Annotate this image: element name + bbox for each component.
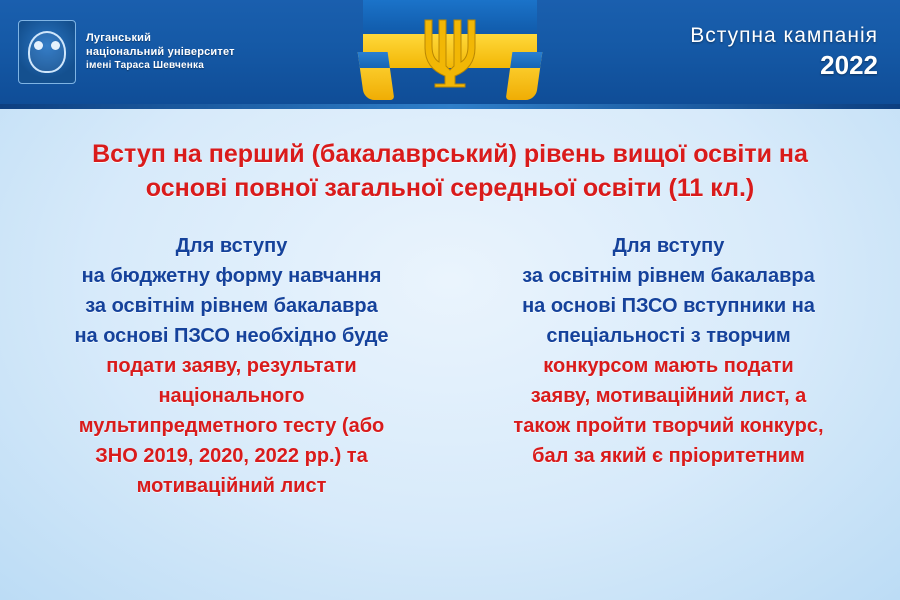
text-line: також пройти творчий конкурс, [513,415,824,437]
text-line: конкурсом мають подати [543,355,794,377]
budget-column [22,231,441,501]
text-line: за освітнім рівнем бакалавра [522,265,815,287]
university-logo-block [18,20,235,84]
university-name-line-3: імені Тараса Шевченка [86,60,204,71]
text-line: спеціальності з творчим [546,325,791,347]
text-line: національного [158,385,305,407]
slide-header [0,0,900,104]
university-name-line-2: національний університет [86,46,235,58]
text-line: Для вступу [175,235,288,257]
creative-contest-column [459,231,878,501]
slide-title: Вступ на перший (бакалаврський) рівень вищої освіти на основі повної загальної середньої освіти (11 кл.) [92,140,808,202]
text-line: Для вступу [612,235,725,257]
text-line: ЗНО 2019, 2020, 2022 рр.) та [95,445,368,467]
text-line: мультипредметного тесту (або [78,415,385,437]
owl-emblem-icon [18,20,76,84]
text-line: на основі ПЗСО необхідно буде [74,325,389,347]
text-line: на бюджетну форму навчання [81,265,382,287]
text-line: на основі ПЗСО вступники на [522,295,815,317]
campaign-label: Вступна кампанія [690,24,878,47]
trident-icon [421,14,479,88]
content-columns [0,231,900,501]
text-line: за освітнім рівнем бакалавра [85,295,378,317]
university-name [86,31,235,73]
campaign-year: 2022 [820,50,878,80]
slide-body [0,109,900,600]
ukraine-flag-trident-icon [355,0,545,104]
university-name-line-1: Луганський [86,32,152,44]
text-line: бал за який є пріоритетним [532,445,805,467]
text-line: подати заяву, результати [106,355,357,377]
text-line: мотиваційний лист [136,475,327,497]
text-line: заяву, мотиваційний лист, а [530,385,807,407]
campaign-block [690,24,878,81]
